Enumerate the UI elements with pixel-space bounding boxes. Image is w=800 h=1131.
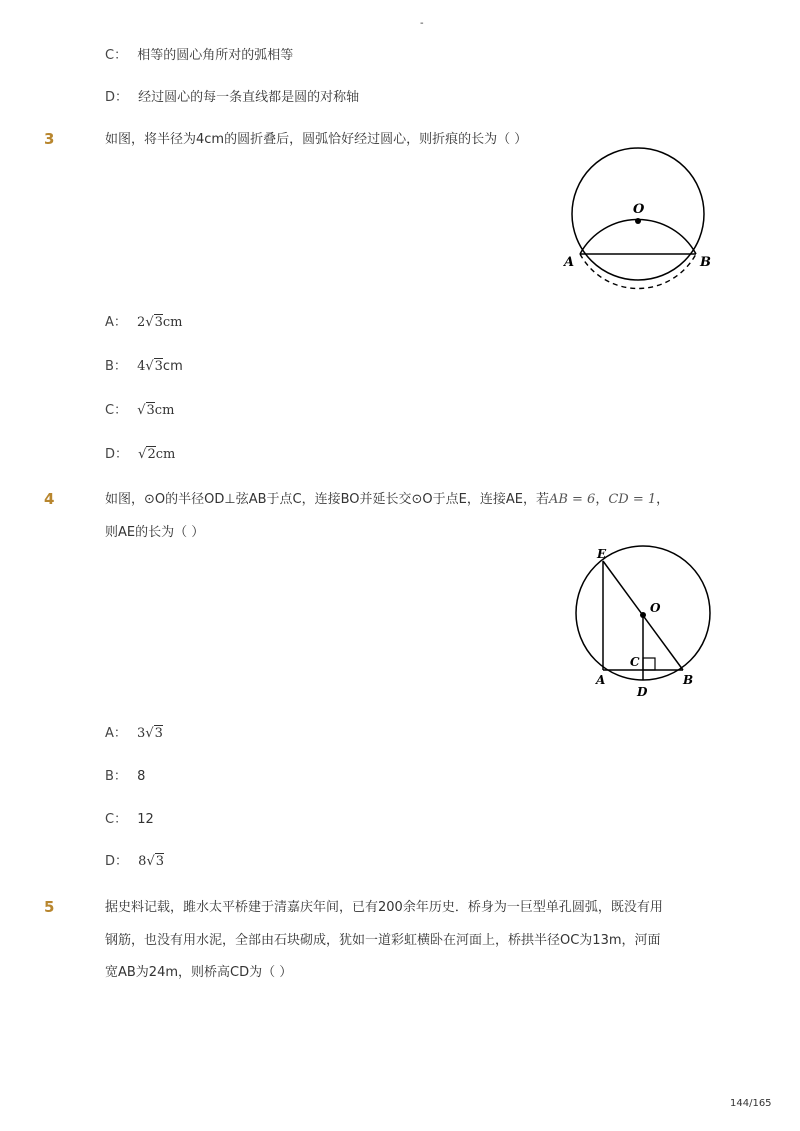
option-label: C： bbox=[105, 48, 128, 63]
condition-cd: CD = 1 bbox=[608, 492, 657, 507]
label-o: O bbox=[633, 202, 645, 217]
option-label: A： bbox=[105, 726, 127, 741]
label-b: B bbox=[683, 673, 694, 687]
option-unit: cm bbox=[162, 359, 183, 374]
option-label: D： bbox=[105, 90, 129, 105]
q4-option-d: D： 8√3 bbox=[105, 854, 165, 869]
option-text: 相等的圆心角所对的弧相等 bbox=[137, 48, 294, 63]
option-coef: 3 bbox=[137, 726, 146, 741]
label-b: B bbox=[700, 255, 711, 270]
option-unit: cm bbox=[155, 447, 176, 462]
q4-stem-line1 bbox=[105, 490, 669, 510]
option-label: C： bbox=[105, 812, 128, 827]
page-number: 144/165 bbox=[730, 1098, 772, 1109]
option-radicand: 3 bbox=[154, 315, 163, 330]
q3-option-c: C： √3cm bbox=[105, 403, 175, 418]
option-label: B： bbox=[105, 359, 127, 374]
q3-option-b: B： 4√3cm bbox=[105, 359, 183, 374]
separator: ， bbox=[595, 492, 609, 507]
option-text: 经过圆心的每一条直线都是圆的对称轴 bbox=[138, 90, 360, 105]
q5-line2: 钢筋，也没有用水泥，全部由石块砌成，犹如一道彩虹横卧在河面上，桥拱半径OC为13m，河面 bbox=[105, 933, 661, 948]
label-c: C bbox=[630, 655, 640, 669]
arc-mask bbox=[580, 254, 696, 289]
q3-figure bbox=[555, 145, 725, 295]
q4-figure bbox=[560, 540, 730, 705]
option-radicand: 3 bbox=[155, 854, 165, 869]
q2-option-d bbox=[105, 88, 359, 108]
option-text: 8 bbox=[137, 769, 146, 784]
q3-option-a: A： 2√3cm bbox=[105, 315, 183, 330]
option-unit: cm bbox=[162, 315, 183, 330]
option-text: 12 bbox=[137, 812, 154, 827]
folded-arc bbox=[580, 219, 696, 254]
option-label: C： bbox=[105, 403, 128, 418]
stem-end: ， bbox=[656, 492, 670, 507]
option-radicand: 3 bbox=[146, 403, 155, 418]
center-point bbox=[635, 218, 641, 224]
option-label: B： bbox=[105, 769, 127, 784]
label-a: A bbox=[596, 673, 606, 687]
condition-ab: AB = 6 bbox=[548, 492, 596, 507]
option-coef: 4 bbox=[137, 359, 146, 374]
option-radicand: 3 bbox=[154, 359, 163, 374]
option-label: D： bbox=[105, 854, 129, 869]
label-d: D bbox=[637, 685, 648, 699]
label-a: A bbox=[564, 255, 575, 270]
q3-option-d: D： √2cm bbox=[105, 447, 176, 462]
option-radicand: 3 bbox=[154, 726, 163, 741]
q4-stem-line2: 则AE的长为（ ） bbox=[105, 525, 205, 540]
q2-option-c bbox=[105, 46, 293, 66]
option-coef: 2 bbox=[137, 315, 146, 330]
folded-arc-dashed bbox=[580, 254, 696, 289]
q5-line1: 据史料记载，雎水太平桥建于清嘉庆年间，已有200余年历史．桥身为一巨型单孔圆弧，既没有用 bbox=[105, 900, 663, 915]
question-number: 3 bbox=[44, 130, 55, 148]
label-o: O bbox=[650, 601, 661, 615]
stem-text: 如图，⊙O的半径OD⊥弦AB于点C，连接BO并延长交⊙O于点E，连接AE，若 bbox=[105, 492, 549, 507]
right-angle-mark bbox=[643, 658, 655, 670]
q5-line3: 宽AB为24m，则桥高CD为（ ） bbox=[105, 965, 293, 980]
q3-stem: 如图，将半径为4cm的圆折叠后，圆弧恰好经过圆心，则折痕的长为（ ） bbox=[105, 132, 528, 147]
q4-option-c bbox=[105, 810, 154, 830]
q4-option-b bbox=[105, 767, 145, 787]
option-radicand: 2 bbox=[147, 447, 156, 462]
center-point bbox=[640, 612, 646, 618]
question-number: 4 bbox=[44, 490, 55, 508]
header-mark: - bbox=[420, 18, 424, 29]
option-label: D： bbox=[105, 447, 129, 462]
label-e: E bbox=[597, 547, 607, 561]
q4-option-a: A： 3√3 bbox=[105, 726, 163, 741]
option-unit: cm bbox=[154, 403, 175, 418]
option-label: A： bbox=[105, 315, 127, 330]
question-number: 5 bbox=[44, 898, 55, 916]
option-coef: 8 bbox=[138, 854, 147, 869]
